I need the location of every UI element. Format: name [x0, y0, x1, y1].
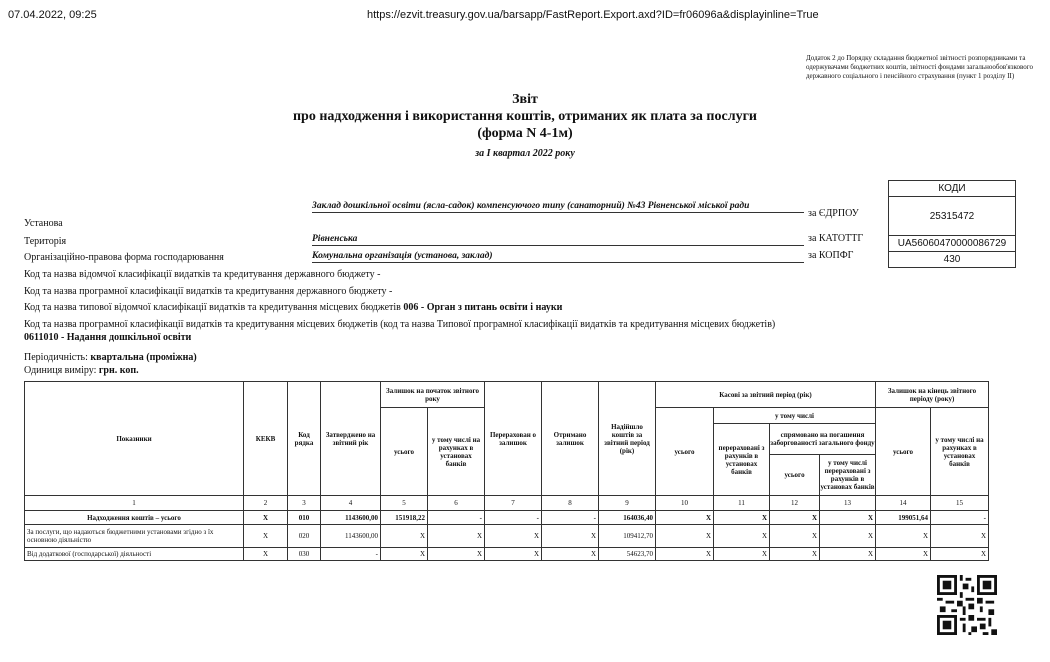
- table-row: Від додаткової (господарської) діяльності X 030 - X X X X 54623,70 X X X X X X: [25, 548, 989, 561]
- col-debt-directed: [770, 424, 876, 496]
- col-end-banks: у тому числі на рахунках в установах банків: [931, 408, 989, 496]
- col-numbers-row: 1 2 3 4 5 6 7 8 9 10 11 12 13 14 15: [25, 496, 989, 511]
- prog-local-class-value: 0611010 - Надання дошкільної освіти: [24, 332, 192, 343]
- col-approved: Затверджено на звітний рік: [321, 382, 381, 496]
- report-table: [24, 381, 989, 561]
- edrpou-code: 25315472: [889, 197, 1016, 236]
- territory-value: Рівненська: [312, 234, 804, 246]
- periodicity-label: Періодичність:: [24, 352, 88, 363]
- col-indicators: Показники: [25, 382, 244, 496]
- prog-local-class-line: [24, 318, 804, 344]
- dept-class-line: Код та назва відомчої класифікації видатків та кредитування державного бюджету -: [24, 269, 381, 280]
- print-datetime: 07.04.2022, 09:25: [8, 9, 97, 21]
- col-debt-transferred: у тому числі перераховані з рахунків в установах банків: [820, 459, 875, 491]
- report-title: Звіт: [512, 92, 538, 107]
- unit-value: грн. коп.: [98, 365, 139, 376]
- col-cash-incl: у тому числі: [714, 408, 876, 424]
- kopfg-label: за КОПФГ: [808, 250, 854, 261]
- katottg-code: UA56060470000086729: [889, 236, 1016, 252]
- col-begin-total: усього: [381, 408, 428, 496]
- edrpou-label: за ЄДРПОУ: [808, 208, 859, 219]
- col-transferred: Перерахован о залишок: [485, 382, 542, 496]
- katottg-label: за КАТОТТГ: [808, 233, 864, 244]
- typical-dept-class-text: Код та назва типової відомчої класифікації видатків та кредитування місцевих бюджетів: [24, 302, 401, 313]
- report-period: за І квартал 2022 року: [475, 148, 575, 159]
- institution-label: Установа: [24, 218, 63, 229]
- codes-table: [888, 180, 1016, 268]
- periodicity-value: квартальна (проміжна): [90, 352, 197, 363]
- org-form-value: Комунальна організація (установа, заклад): [312, 251, 804, 263]
- report-form: (форма N 4-1м): [477, 126, 573, 141]
- col-begin-banks: у тому числі на рахунках в установах банків: [428, 408, 485, 496]
- col-received: Отримано залишок: [542, 382, 599, 496]
- kopfg-code: 430: [889, 252, 1016, 268]
- institution-value: Заклад дошкільної освіти (ясла-садок) компенсуючого типу (санаторний) №43 Рівненської міської ради: [312, 201, 804, 213]
- appendix-note: Додаток 2 до Порядку складання бюджетної звітності розпорядниками та одержувачами бюджетних коштів, звітності фондами загальнообов'язкового державного соціального і пенсійного страхування (пункт 1 розділу II): [806, 54, 1033, 80]
- print-url: https://ezvit.treasury.gov.ua/barsapp/FastReport.Export.axd?ID=fr06096a&displayinline=True: [367, 9, 819, 21]
- unit-label: Одиниця виміру:: [24, 365, 97, 376]
- col-begin-balance: Залишок на початок звітного року: [381, 382, 485, 408]
- codes-header: КОДИ: [889, 181, 1016, 197]
- col-end-balance: Залишок на кінець звітного періоду (року): [876, 382, 989, 408]
- periodicity-line: [24, 351, 804, 364]
- table-row: За послуги, що надаються бюджетними установами згідно з їх основною діяльністю X 020 1143600,00 X X X X 109412,70 X X X X X X: [25, 525, 989, 548]
- unit-line: [24, 364, 804, 377]
- col-cash-total: усього: [656, 408, 714, 496]
- territory-label: Територія: [24, 236, 67, 247]
- col-end-total: усього: [876, 408, 931, 496]
- typical-dept-class-line: [24, 301, 804, 314]
- col-debt-total: усього: [770, 455, 820, 495]
- org-form-label: Організаційно-правова форма господарювання: [24, 252, 224, 263]
- table-row: Надходження коштів – усього X 010 1143600,00 151918,22 - - - 164036,40 X X X X 199051,64 -: [25, 511, 989, 525]
- report-subtitle: про надходження і використання коштів, отриманих як плата за послуги: [292, 109, 757, 124]
- col-cash-transferred-banks: перераховані з рахунків в установах банків: [714, 424, 770, 496]
- prog-class-line: Код та назва програмної класифікації видатків та кредитування державного бюджету -: [24, 286, 393, 297]
- col-row-code: Код рядка: [288, 382, 321, 496]
- col-income: Надійшло коштів за звітний період (рік): [599, 382, 656, 496]
- col-cash: Касові за звітний період (рік): [656, 382, 876, 408]
- qr-code-icon: [937, 575, 997, 635]
- col-kekv: КЕКВ: [244, 382, 288, 496]
- typical-dept-class-value: 006 - Орган з питань освіти і науки: [403, 302, 563, 313]
- prog-local-class-text: Код та назва програмної класифікації видатків та кредитування місцевих бюджетів (код та назва Типової програмної класифікації видатків та кредитування місцевих бюджетів): [24, 319, 776, 330]
- col-debt-directed-title: спрямовано на погашення заборгованості загального фонду: [770, 424, 875, 455]
